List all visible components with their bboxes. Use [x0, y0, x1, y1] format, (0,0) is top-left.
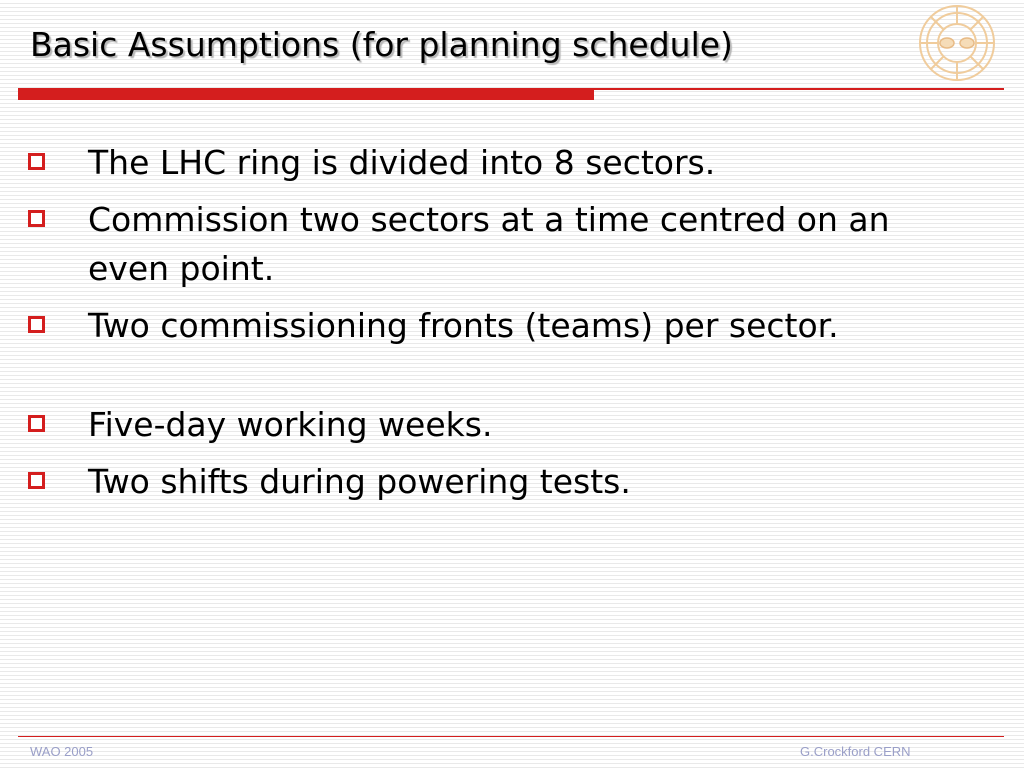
- hollow-square-bullet-icon: [28, 472, 45, 489]
- footer-author-label: G.Crockford CERN: [800, 744, 911, 759]
- bullet-text: Two shifts during powering tests.: [88, 462, 631, 501]
- bullet-text: Commission two sectors at a time centred on an even point.: [88, 200, 890, 288]
- bullet-item: [0, 400, 1024, 449]
- bullet-text: Two commissioning fronts (teams) per sector.: [88, 306, 839, 345]
- bullet-list: [0, 138, 1024, 514]
- footer-event-label: WAO 2005: [30, 744, 94, 759]
- bullet-text: Five-day working weeks.: [88, 405, 493, 444]
- bullet-item: [0, 138, 1024, 187]
- hollow-square-bullet-icon: [28, 316, 45, 333]
- hollow-square-bullet-icon: [28, 415, 45, 432]
- bullet-item: [0, 301, 1024, 350]
- footer-divider: [18, 736, 1004, 737]
- bullet-item: [0, 457, 1024, 506]
- title-underline-rule: [594, 88, 1004, 90]
- hollow-square-bullet-icon: [28, 210, 45, 227]
- slide-title: Basic Assumptions (for planning schedule): [30, 25, 733, 64]
- cern-emblem-icon: [916, 3, 998, 83]
- title-underline-bar: [18, 88, 594, 100]
- hollow-square-bullet-icon: [28, 153, 45, 170]
- bullet-item: [0, 195, 1024, 293]
- bullet-text: The LHC ring is divided into 8 sectors.: [88, 143, 716, 182]
